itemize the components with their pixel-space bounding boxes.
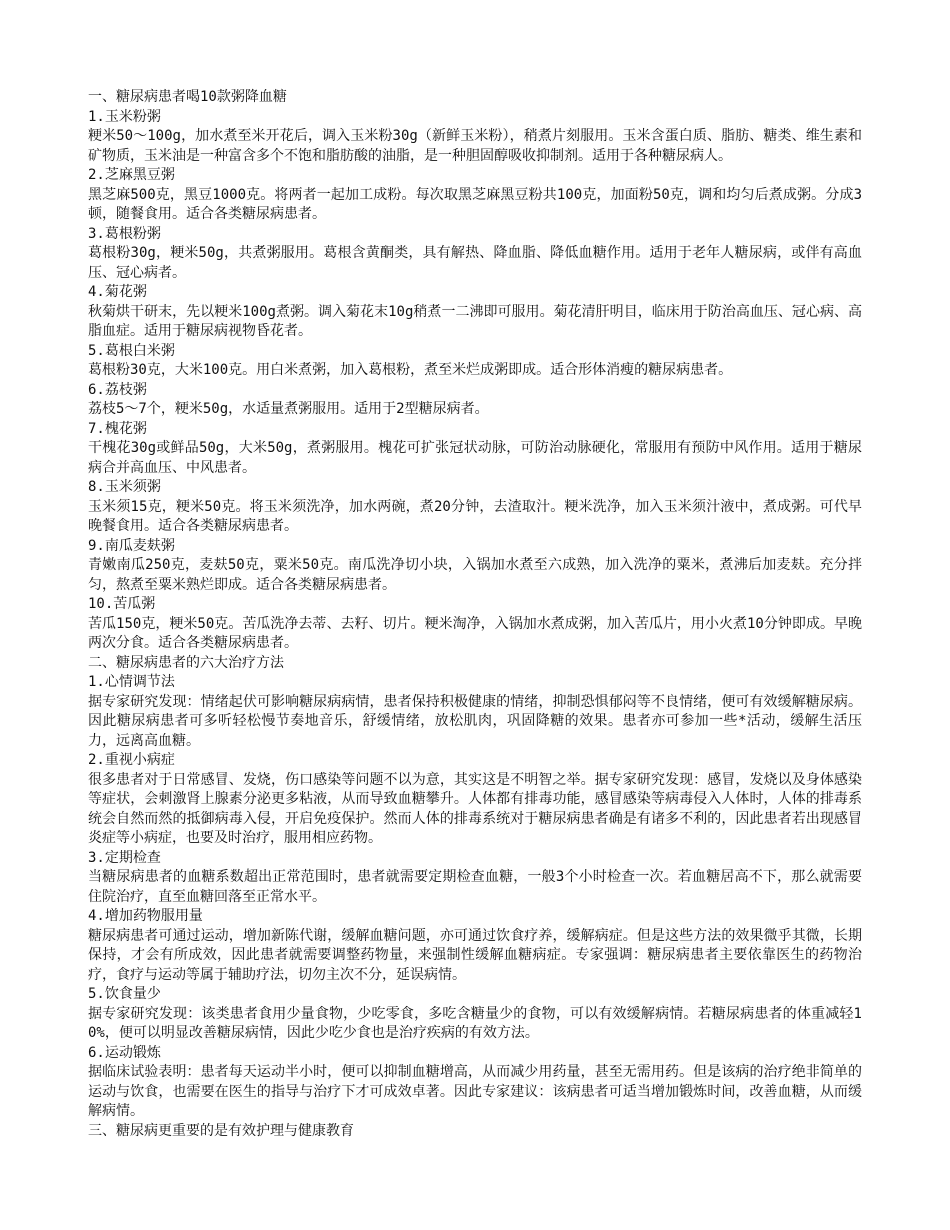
section-heading-2: 二、糖尿病患者的六大治疗方法 [88,654,284,671]
porridge-text-1: 粳米50～100g，加水煮至米开花后，调入玉米粉30g（新鲜玉米粉），稍煮片刻服用。玉米含蛋白质、脂肪、糖类、维生素和矿物质，玉米油是一种富含多个不饱和脂肪酸的油脂，是一种胆固醇吸收抑制剂。适用于各种糖尿病人。 [88,128,862,164]
porridge-text-6: 荔枝5～7个，粳米50g，水适量煮粥服用。适用于2型糖尿病者。 [88,401,489,417]
porridge-text-2: 黑芝麻500克，黑豆1000克。将两者一起加工成粉。每次取黑芝麻黑豆粉共100克，加面粉50克，调和均匀后煮成粥。分成3顿，随餐食用。适合各类糖尿病患者。 [88,186,862,222]
method-text-6: 据临床试验表明：患者每天运动半小时，便可以抑制血糖增高，从而减少用药量，甚至无需用药。但是该病的治疗绝非简单的运动与饮食，也需要在医生的指导与治疗下才可成效卓著。因此专家建议：该病患者可适当增加锻炼时间，改善血糖，从而缓解病情。 [88,1064,862,1119]
porridge-title-9: 9.南瓜麦麸粥 [88,537,175,554]
document-page [88,88,862,1141]
method-text-4: 糖尿病患者可通过运动，增加新陈代谢，缓解血糖问题，亦可通过饮食疗养，缓解病症。但是这些方法的效果微乎其微，长期保持，才会有所成效，因此患者就需要调整药物量，来强制性缓解血糖病症。专家强调：糖尿病患者主要依靠医生的药物治疗，食疗与运动等属于辅助疗法，切勿主次不分，延误病情。 [88,927,862,983]
porridge-title-1: 1.玉米粉粥 [88,108,161,125]
porridge-text-7: 干槐花30g或鲜品50g，大米50g，煮粥服用。槐花可扩张冠状动脉，可防治动脉硬化，常服用有预防中风作用。适用于糖尿病合并高血压、中风患者。 [88,440,862,476]
method-title-3: 3.定期检查 [88,849,161,866]
section-heading-3: 三、糖尿病更重要的是有效护理与健康教育 [88,1122,354,1139]
method-title-2: 2.重视小病症 [88,752,175,768]
porridge-title-3: 3.葛根粉粥 [88,225,161,242]
method-title-1: 1.心情调节法 [88,674,175,690]
porridge-title-7: 7.槐花粥 [88,420,147,437]
section-heading-1: 一、糖尿病患者喝10款粥降血糖 [88,89,287,105]
porridge-title-4: 4.菊花粥 [88,284,147,300]
porridge-text-4: 秋菊烘干研末，先以粳米100g煮粥。调入菊花末10g稍煮一二沸即可服用。菊花清肝明目，临床用于防治高血压、冠心病、高脂血症。适用于糖尿病视物昏花者。 [88,303,862,339]
method-text-1: 据专家研究发现：情绪起伏可影响糖尿病病情，患者保持积极健康的情绪，抑制恐惧郁闷等不良情绪，便可有效缓解糖尿病。因此糖尿病患者可多听轻松慢节奏地音乐，舒缓情绪，放松肌肉，巩固降糖的效果。患者亦可参加一些*活动，缓解生活压力，远离高血糖。 [88,693,862,749]
method-title-4: 4.增加药物服用量 [88,908,203,924]
porridge-text-10: 苦瓜150克，粳米50克。苦瓜洗净去蒂、去籽、切片。粳米淘净，入锅加水煮成粥，加入苦瓜片，用小火煮10分钟即成。早晚两次分食。适合各类糖尿病患者。 [88,615,862,651]
porridge-text-8: 玉米须15克，粳米50克。将玉米须洗净，加水两碗，煮20分钟，去渣取汁。粳米洗净，加入玉米须汁液中，煮成粥。可代早晚餐食用。适合各类糖尿病患者。 [88,498,862,534]
method-text-2: 很多患者对于日常感冒、发烧，伤口感染等问题不以为意，其实这是不明智之举。据专家研究发现：感冒，发烧以及身体感染等症状，会刺激肾上腺素分泌更多粘液，从而导致血糖攀升。人体都有排毒功能，感冒感染等病毒侵入人体时，人体的排毒系统会自然而然的抵御病毒入侵，开启免疫保护。然而人体的排毒系统对于糖尿病患者确是有诸多不利的，因此患者若出现感冒炎症等小病症，也要及时治疗，服用相应药物。 [88,771,862,846]
method-title-6: 6.运动锻炼 [88,1044,161,1061]
porridge-title-8: 8.玉米须粥 [88,479,161,495]
porridge-title-5: 5.葛根白米粥 [88,342,175,359]
porridge-title-10: 10.苦瓜粥 [88,596,156,612]
porridge-title-2: 2.芝麻黑豆粥 [88,167,175,183]
method-text-5: 据专家研究发现：该类患者食用少量食物，少吃零食，多吃含糖量少的食物，可以有效缓解病情。若糖尿病患者的体重减轻10%，便可以明显改善糖尿病情，因此少吃少食也是治疗疾病的有效方法。 [88,1005,862,1041]
porridge-title-6: 6.荔枝粥 [88,381,147,398]
porridge-text-5: 葛根粉30克，大米100克。用白米煮粥，加入葛根粉，煮至米烂成粥即成。适合形体消瘦的糖尿病患者。 [88,362,733,378]
method-title-5: 5.饮食量少 [88,986,161,1002]
method-text-3: 当糖尿病患者的血糖系数超出正常范围时，患者就需要定期检查血糖，一般3个小时检查一次。若血糖居高不下，那么就需要住院治疗，直至血糖回落至正常水平。 [88,869,862,905]
porridge-text-9: 青嫩南瓜250克，麦麸50克，粟米50克。南瓜洗净切小块，入锅加水煮至六成熟，加入洗净的粟米，煮沸后加麦麸。充分拌匀，熬煮至粟米熟烂即成。适合各类糖尿病患者。 [88,557,862,593]
porridge-text-3: 葛根粉30g，粳米50g，共煮粥服用。葛根含黄酮类，具有解热、降血脂、降低血糖作用。适用于老年人糖尿病，或伴有高血压、冠心病者。 [88,245,862,281]
